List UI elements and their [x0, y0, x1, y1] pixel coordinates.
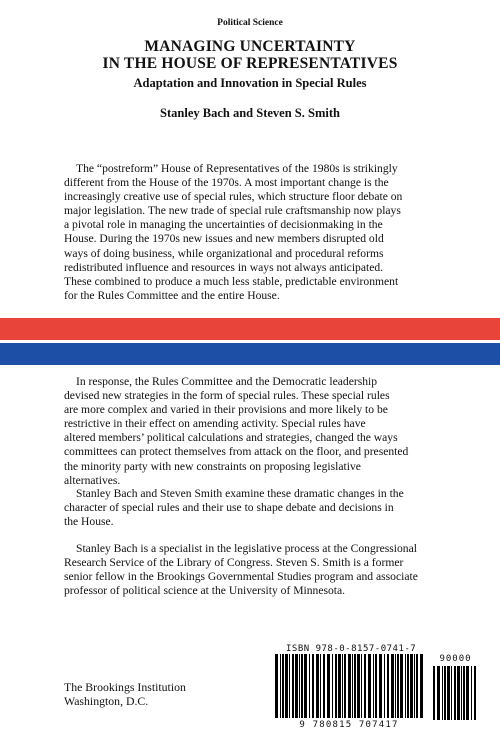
barcode-bar — [301, 654, 303, 718]
barcode-bar — [387, 654, 389, 718]
barcode-bar — [405, 654, 406, 718]
barcode-bar — [463, 666, 465, 720]
barcode-bar — [447, 666, 450, 720]
blurb-line: House. During the 1970s new issues and new members disrupted old — [64, 232, 384, 246]
barcode-bar — [342, 654, 343, 718]
book-subtitle: Adaptation and Innovation in Special Rules — [133, 76, 367, 90]
barcode-bar — [292, 654, 294, 718]
blurb-line: The “postreform” House of Representatives of the 1980s is strikingly — [76, 162, 398, 175]
barcode-bar — [348, 654, 351, 718]
barcode-bar — [304, 654, 307, 718]
publisher-name: The Brookings Institution — [64, 680, 186, 694]
title-line-1: MANAGING UNCERTAINTY — [144, 38, 356, 55]
barcode-bar — [384, 654, 385, 718]
bio-line: Research Service of the Library of Congress. Steven S. Smith is a former — [64, 556, 404, 570]
blurb-line: are more complex and varied in their provisions and more likely to be — [64, 403, 388, 417]
barcode-bar — [474, 666, 476, 720]
barcode-bar — [327, 654, 330, 718]
barcode-bar — [354, 654, 356, 718]
blurb-line: restrictive in their effect on amending activity. Special rules have — [64, 417, 366, 431]
blurb-line: redistributed influence and resources in ways not always anticipated. — [64, 260, 384, 274]
barcode-bar — [352, 654, 353, 718]
barcode-bar — [357, 654, 360, 718]
barcode-bar — [416, 654, 418, 718]
publisher-place: Washington, D.C. — [64, 694, 149, 708]
blurb-line: increasingly creative use of special rules, which structure floor debate on — [64, 190, 403, 204]
blurb-line: These combined to produce a much less stable, predictable environment — [64, 274, 399, 288]
barcode-bar — [395, 654, 396, 718]
barcode-bar — [451, 666, 452, 720]
barcode-bar — [309, 654, 310, 718]
barcode-bar — [397, 654, 399, 718]
bio-line: senior fellow in the Brookings Governmental Studies program and associate — [64, 570, 418, 584]
blurb-line: character of special rules and their use to shape debate and decisions in — [64, 501, 394, 515]
blurb-line: altered members’ political calculations and strategies, changed the ways — [64, 431, 398, 445]
title-line-2: IN THE HOUSE OF REPRESENTATIVES — [102, 55, 398, 72]
blurb-line: a pivotal role in managing the uncertainties of decisionmaking in the — [64, 218, 383, 232]
blurb-paragraph-3 — [64, 487, 459, 529]
red-stripe — [0, 318, 500, 340]
barcode-bar — [375, 654, 377, 718]
barcode-bar — [295, 654, 298, 718]
book-title — [0, 38, 500, 72]
barcode-bar — [444, 666, 446, 720]
barcode-bar — [280, 654, 281, 718]
barcode-bar — [338, 654, 341, 718]
barcode-bar — [275, 654, 278, 718]
barcode-bar — [299, 654, 300, 718]
barcode-bar — [289, 654, 290, 718]
blurb-paragraph-1 — [64, 162, 459, 303]
barcode-bar — [364, 654, 366, 718]
barcode-bar — [471, 666, 472, 720]
barcode-bar — [361, 654, 362, 718]
blurb-line: Stanley Bach and Steven Smith examine these dramatic changes in the — [76, 487, 404, 500]
blurb-line: for the Rules Committee and the entire House. — [64, 288, 280, 302]
blurb-line: devised new strategies in the form of special rules. These special rules — [64, 389, 390, 403]
barcode-bar — [285, 654, 288, 718]
blurb-line: the House. — [64, 515, 114, 529]
barcode-bar — [368, 654, 371, 718]
barcode-bar — [282, 654, 284, 718]
blurb-line: ways of doing business, while organizational and procedural reforms — [64, 246, 384, 260]
blurb-line: major legislation. The new trade of special rule craftsmanship now plays — [64, 204, 401, 218]
blue-stripe — [0, 343, 500, 365]
book-authors: Stanley Bach and Steven S. Smith — [160, 106, 340, 120]
barcode-bar — [323, 654, 325, 718]
blurb-line: In response, the Rules Committee and the Democratic leadership — [76, 375, 378, 388]
blurb-line: different from the House of the 1970s. A most important change is the — [64, 176, 389, 190]
blurb-line: the minority party with new constraints on proposing legislative — [64, 459, 361, 473]
barcode-bar — [335, 654, 337, 718]
barcode-bar — [410, 654, 413, 718]
barcode-digits: 9 780815 707417 — [299, 720, 399, 730]
blurb-line: committees can protect themselves from attack on the floor, and presented — [64, 445, 409, 459]
bio-line: professor of political science at the University of Minnesota. — [64, 584, 346, 598]
barcode-bar — [332, 654, 333, 718]
barcode-bar — [391, 654, 394, 718]
barcode-bar — [407, 654, 409, 718]
barcode-bar — [312, 654, 314, 718]
barcode-bar — [373, 654, 374, 718]
blurb-paragraph-2 — [64, 375, 459, 488]
barcode-bar — [400, 654, 403, 718]
barcode-bar — [466, 666, 469, 720]
barcode-bar — [320, 654, 321, 718]
barcode-bar — [457, 666, 460, 720]
barcode-bar — [316, 654, 319, 718]
barcode-bar — [461, 666, 462, 720]
blurb-line: alternatives. — [64, 473, 121, 487]
publisher-block — [64, 680, 186, 708]
barcode-bar — [344, 654, 346, 718]
barcode-bar — [437, 666, 440, 720]
bio-line: Stanley Bach is a specialist in the legislative process at the Congressional — [76, 542, 417, 555]
isbn-text: ISBN 978-0-8157-0741-7 — [286, 644, 417, 654]
category-label: Political Science — [217, 18, 283, 28]
barcode-bar — [433, 666, 435, 720]
barcode-bar — [420, 654, 423, 718]
barcode-bar — [454, 666, 456, 720]
barcode-bar — [379, 654, 382, 718]
barcode-bar — [414, 654, 415, 718]
author-bio — [64, 542, 459, 598]
price-code: 90000 — [439, 654, 472, 664]
barcode-bar — [442, 666, 443, 720]
barcode — [269, 654, 479, 732]
